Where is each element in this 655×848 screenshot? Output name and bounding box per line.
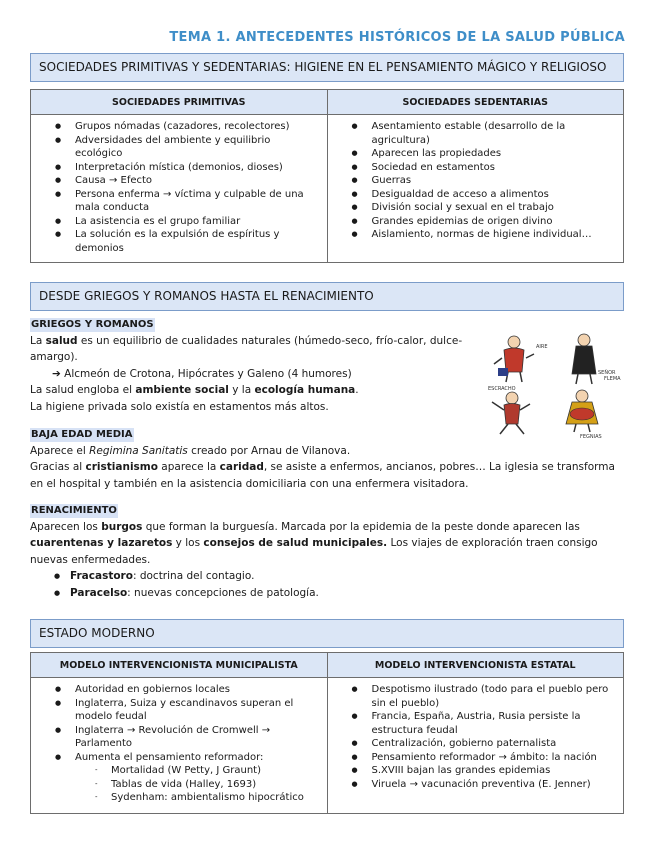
list-item: ● Persona enferma → víctima y culpable de una mala conducta bbox=[75, 188, 321, 215]
list-item: ● División social y sexual en el trabajo bbox=[372, 201, 618, 215]
col-header-primitivas: SOCIEDADES PRIMITIVAS bbox=[31, 90, 328, 115]
list-item: ● Interpretación mística (demonios, dioses) bbox=[75, 161, 321, 175]
list-item: ● La asistencia es el grupo familiar bbox=[75, 215, 321, 229]
list-item: ● Despotismo ilustrado (todo para el pueblo pero sin el pueblo) bbox=[372, 683, 618, 710]
section-header-estado-moderno: ESTADO MODERNO bbox=[30, 619, 624, 648]
figure-aire bbox=[494, 336, 548, 382]
griegos-block bbox=[30, 316, 480, 415]
figure-label: FLEMA bbox=[604, 376, 621, 382]
figure-label: FEGNIAS bbox=[580, 434, 602, 440]
list-item: ● Pensamiento reformador → ámbito: la nación bbox=[372, 751, 618, 765]
sub-list-item: - Mortalidad (W Petty, J Graunt) bbox=[111, 764, 321, 778]
col-header-estatal: MODELO INTERVENCIONISTA ESTATAL bbox=[327, 653, 624, 678]
renac-p1: Aparecen los burgos que forman la burguesía. Marcada por la epidemia de la peste donde aparecen las cuarentenas y lazaretos y los consejos de salud municipales. Los viajes de exploración traen consigo nuevas enfermedades. bbox=[30, 520, 598, 566]
list-item: ● Fracastoro: doctrina del contagio. bbox=[70, 568, 626, 585]
sub-list-item: - Tablas de vida (Halley, 1693) bbox=[111, 778, 321, 792]
col-header-municipalista: MODELO INTERVENCIONISTA MUNICIPALISTA bbox=[31, 653, 328, 678]
renacimiento-block bbox=[30, 502, 626, 601]
list-item: ● La solución es la expulsión de espíritus y demonios bbox=[75, 228, 321, 255]
list-item: ● Causa → Efecto bbox=[75, 174, 321, 188]
section-header-sociedades: SOCIEDADES PRIMITIVAS Y SEDENTARIAS: HIGIENE EN EL PENSAMIENTO MÁGICO Y RELIGIOSO bbox=[30, 53, 624, 82]
griegos-p4: La higiene privada solo existía en estamentos más altos. bbox=[30, 400, 329, 413]
cell-estatal bbox=[327, 678, 624, 814]
cell-primitivas bbox=[31, 115, 328, 263]
sub-list-item: - Sydenham: ambientalismo hipocrático bbox=[111, 791, 321, 805]
list-item: ● S.XVIII bajan las grandes epidemias bbox=[372, 764, 618, 778]
figure-label: AIRE bbox=[536, 344, 548, 350]
list-item: ● Aislamiento, normas de higiene individual… bbox=[372, 228, 618, 242]
section-header-griegos: DESDE GRIEGOS Y ROMANOS HASTA EL RENACIMIENTO bbox=[30, 282, 624, 311]
list-item: ● Aparecen las propiedades bbox=[372, 147, 618, 161]
list-item: ● Aumenta el pensamiento reformador: - Mortalidad (W Petty, J Graunt) - Tablas de vida (Halley, 1693) - Sydenham: ambientalismo hipocrático bbox=[75, 751, 321, 805]
list-item: ● Autoridad en gobiernos locales bbox=[75, 683, 321, 697]
list-item: ● Guerras bbox=[372, 174, 618, 188]
cell-sedentarias bbox=[327, 115, 624, 263]
list-item: ● Asentamiento estable (desarrollo de la agricultura) bbox=[372, 120, 618, 147]
griegos-p2: ➔ Alcmeón de Crotona, Hipócrates y Galeno (4 humores) bbox=[52, 367, 352, 380]
baja-edad-media-block bbox=[30, 426, 626, 492]
griegos-p1: La salud es un equilibrio de cualidades naturales (húmedo-seco, frío-calor, dulce-amargo). bbox=[30, 334, 463, 363]
baja-p1: Aparece el Regimina Sanitatis creado por Arnau de Vilanova. bbox=[30, 444, 351, 457]
list-item: ● Sociedad en estamentos bbox=[372, 161, 618, 175]
figure-label: ESCRACHO bbox=[488, 386, 516, 392]
baja-p2: Gracias al cristianismo aparece la caridad, se asiste a enfermos, ancianos, pobres… La iglesia se transforma en el hospital y también en la asistencia domiciliaria con una enfermera visitadora. bbox=[30, 461, 615, 490]
page-title: TEMA 1. ANTECEDENTES HISTÓRICOS DE LA SALUD PÚBLICA bbox=[169, 30, 625, 45]
label-griegos: GRIEGOS Y ROMANOS bbox=[31, 319, 154, 330]
griegos-p3: La salud engloba el ambiente social y la ecología humana. bbox=[30, 384, 359, 396]
col-header-sedentarias: SOCIEDADES SEDENTARIAS bbox=[327, 90, 624, 115]
list-item: ● Inglaterra, Suiza y escandinavos superan el modelo feudal bbox=[75, 697, 321, 724]
list-item: ● Grandes epidemias de origen divino bbox=[372, 215, 618, 229]
list-item: ● Desigualdad de acceso a alimentos bbox=[372, 188, 618, 202]
four-humors-illustration bbox=[484, 328, 624, 440]
list-item: ● Francia, España, Austria, Rusia persiste la estructura feudal bbox=[372, 710, 618, 737]
list-item: ● Grupos nómadas (cazadores, recolectores) bbox=[75, 120, 321, 134]
figure-label: SEÑOR bbox=[598, 370, 616, 376]
figure-senor bbox=[572, 334, 621, 384]
sociedades-table bbox=[30, 89, 624, 263]
list-item: ● Paracelso: nuevas concepciones de patología. bbox=[70, 585, 626, 602]
list-item: ● Viruela → vacunación preventiva (E. Jenner) bbox=[372, 778, 618, 792]
estado-moderno-table bbox=[30, 652, 624, 814]
list-item: ● Adversidades del ambiente y equilibrio ecológico bbox=[75, 134, 321, 161]
label-renacimiento: RENACIMIENTO bbox=[31, 505, 117, 516]
label-baja-edad-media: BAJA EDAD MEDIA bbox=[31, 429, 133, 440]
arrow-icon: ➔ bbox=[52, 367, 61, 380]
list-item: ● Inglaterra → Revolución de Cromwell → Parlamento bbox=[75, 724, 321, 751]
cell-municipalista bbox=[31, 678, 328, 814]
list-item: ● Centralización, gobierno paternalista bbox=[372, 737, 618, 751]
